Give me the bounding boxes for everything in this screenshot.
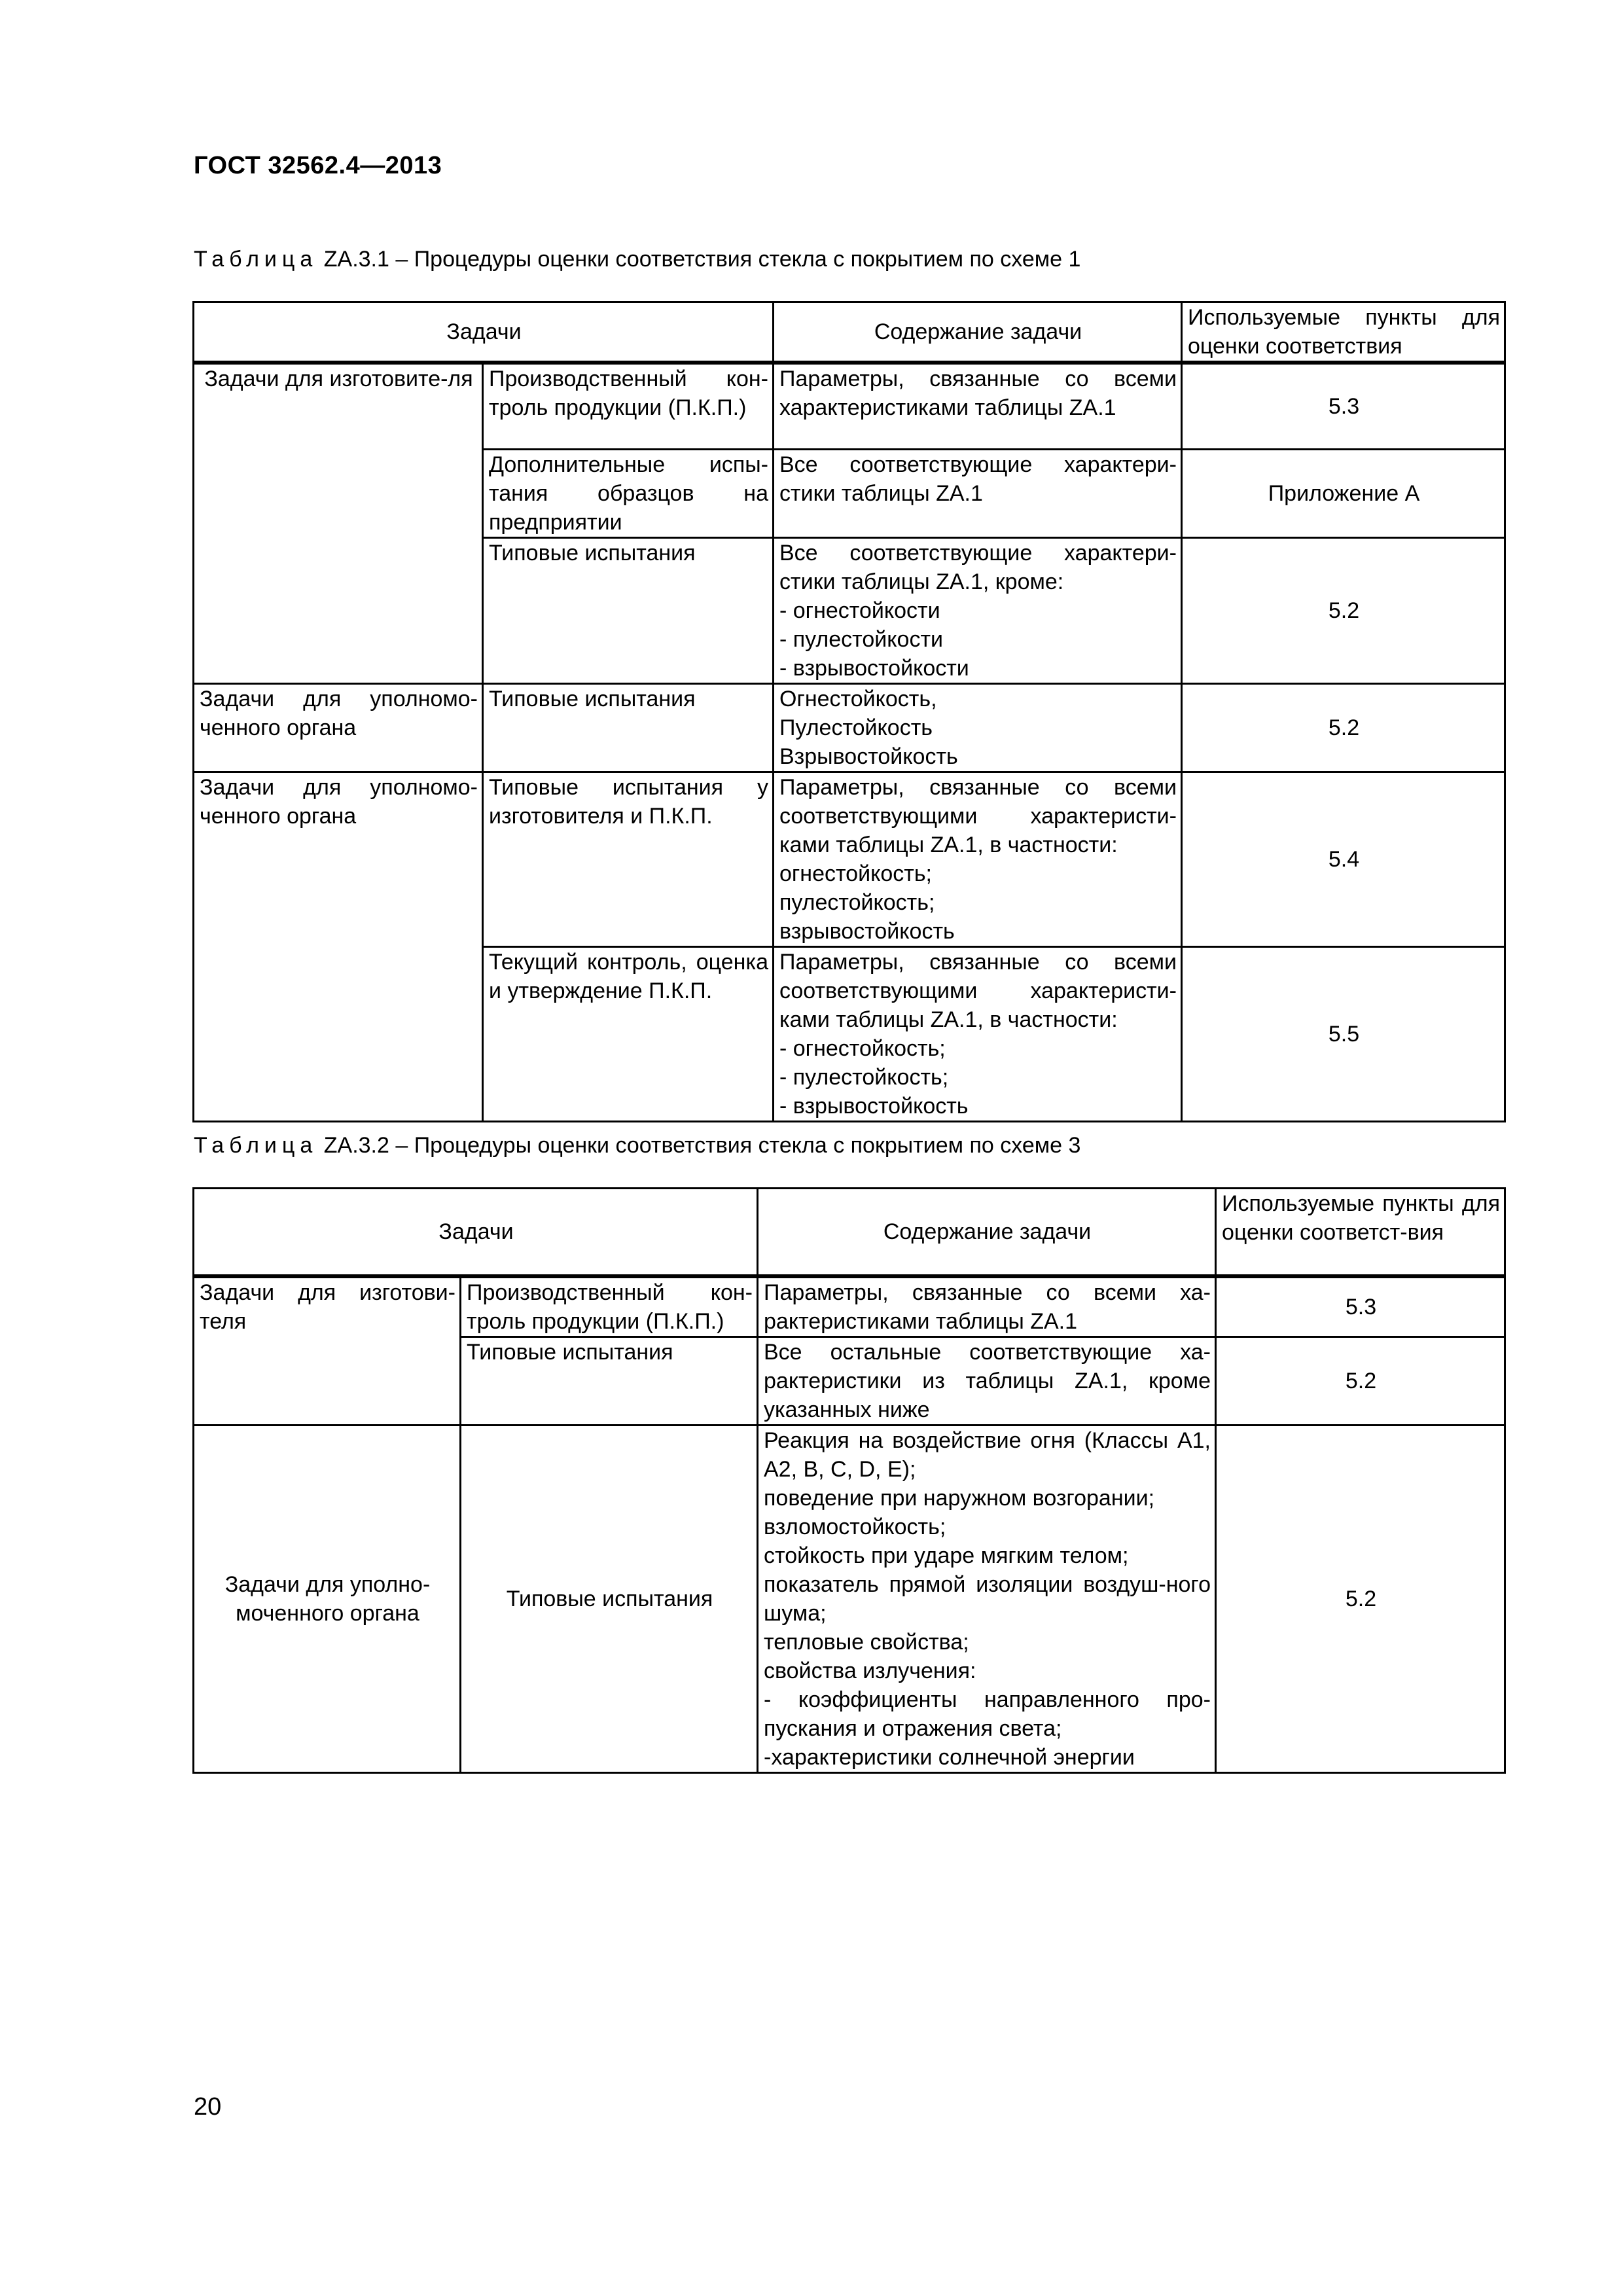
table1-group-label: Задачи для уполномо-ченного органа: [194, 683, 483, 772]
table2: [192, 1187, 1506, 1774]
content-line: огнестойкость;: [779, 861, 932, 886]
content-line: показатель прямой изоляции воздуш-ного шума;: [764, 1571, 1211, 1626]
table2-caption-title: ZA.3.2 – Процедуры оценки соответствия стекла с покрытием по схеме 3: [317, 1133, 1081, 1158]
table1-clause-cell: 5.3: [1182, 363, 1505, 449]
content-line: Огнестойкость,: [779, 686, 937, 711]
table-row: [194, 772, 1505, 946]
content-line: - взрывостойкость: [779, 1093, 969, 1119]
table1-content-cell: [774, 772, 1182, 946]
table2-group-label: Задачи для уполно-моченного органа: [194, 1425, 461, 1772]
table1-clause-cell: Приложение А: [1182, 449, 1505, 537]
table2-content-cell: Все остальные соответствующие ха-рактеристики из таблицы ZA.1, кроме указанных ниже: [758, 1336, 1216, 1425]
content-line: пулестойкость;: [779, 889, 935, 915]
table2-task-cell: Типовые испытания: [461, 1425, 758, 1772]
table2-group-label: Задачи для изготови-теля: [194, 1276, 461, 1426]
content-line: свойства излучения:: [764, 1658, 976, 1683]
content-line: - огнестойкости: [779, 598, 940, 623]
content-line: Все соответствующие характери-стики таблицы ZA.1, кроме:: [779, 540, 1177, 594]
table-row: [194, 683, 1505, 772]
content-line: - пулестойкость;: [779, 1064, 949, 1090]
table2-clause-cell: 5.3: [1216, 1276, 1505, 1337]
content-line: взломостойкость;: [764, 1514, 946, 1539]
document-header: ГОСТ 32562.4—2013: [194, 152, 442, 179]
table2-caption-word: Таблица: [194, 1133, 318, 1158]
table2-task-cell: Типовые испытания: [461, 1336, 758, 1425]
content-line: взрывостойкость: [779, 918, 955, 944]
table-row: [194, 1425, 1505, 1772]
table2-content-cell: [758, 1425, 1216, 1772]
table1-caption-title: ZA.3.1 – Процедуры оценки соответствия стекла с покрытием по схеме 1: [317, 247, 1081, 272]
table1-task-cell: Производственный кон-троль продукции (П.К.П.): [483, 363, 774, 449]
table1-header-tasks: Задачи: [194, 302, 774, 363]
table1-task-cell: Типовые испытания: [483, 683, 774, 772]
table2-clause-cell: 5.2: [1216, 1425, 1505, 1772]
table1-content-cell: Параметры, связанные со всеми характеристиками таблицы ZA.1: [774, 363, 1182, 449]
content-line: Реакция на воздействие огня (Классы A1, A2, B, C, D, E);: [764, 1427, 1211, 1482]
table1-content-cell: [774, 946, 1182, 1121]
table2-header-clauses: Используемые пункты для оценки соответст-вия: [1216, 1189, 1505, 1276]
table1-caption-word: Таблица: [194, 247, 318, 272]
table1-task-cell: Текущий контроль, оценка и утверждение П.К.П.: [483, 946, 774, 1121]
table1-clause-cell: 5.2: [1182, 537, 1505, 683]
table1-header-content: Содержание задачи: [774, 302, 1182, 363]
table-row: [194, 363, 1505, 449]
table2-header-row: [194, 1189, 1505, 1276]
table1-task-cell: Дополнительные испы-тания образцов на предприятии: [483, 449, 774, 537]
table1-task-cell: Типовые испытания у изготовителя и П.К.П.: [483, 772, 774, 946]
table1-content-cell: Все соответствующие характери-стики таблицы ZA.1: [774, 449, 1182, 537]
table1-clause-cell: 5.4: [1182, 772, 1505, 946]
table1-clause-cell: 5.5: [1182, 946, 1505, 1121]
table1-header-clauses: Используемые пункты для оценки соответствия: [1182, 302, 1505, 363]
content-line: Пулестойкость: [779, 715, 933, 740]
content-line: - огнестойкость;: [779, 1035, 946, 1061]
content-line: поведение при наружном возгорании;: [764, 1485, 1155, 1511]
page-number: 20: [194, 2093, 222, 2121]
table1-clause-cell: 5.2: [1182, 683, 1505, 772]
table2-caption: [194, 1132, 1080, 1158]
content-line: Параметры, связанные со всеми соответствующими характеристи-ками таблицы ZA.1, в частности:: [779, 949, 1177, 1032]
table2-header-tasks: Задачи: [194, 1189, 758, 1276]
content-line: -характеристики солнечной энергии: [764, 1744, 1135, 1770]
table1-task-cell: Типовые испытания: [483, 537, 774, 683]
table1-content-cell: [774, 537, 1182, 683]
content-line: Параметры, связанные со всеми соответствующими характеристи-ками таблицы ZA.1, в частности:: [779, 774, 1177, 857]
content-line: тепловые свойства;: [764, 1629, 969, 1655]
table-row: [194, 1276, 1505, 1337]
table2-clause-cell: 5.2: [1216, 1336, 1505, 1425]
table1: [192, 301, 1506, 1122]
table1-content-cell: [774, 683, 1182, 772]
table1-caption: [194, 246, 1080, 272]
content-line: - коэффициенты направленного про-пускания и отражения света;: [764, 1687, 1211, 1741]
content-line: стойкость при ударе мягким телом;: [764, 1543, 1129, 1568]
table1-group-label: Задачи для изготовите-ля: [194, 363, 483, 683]
content-line: Взрывостойкость: [779, 744, 958, 769]
table1-group-label: Задачи для уполномо-ченного органа: [194, 772, 483, 1121]
table2-header-content: Содержание задачи: [758, 1189, 1216, 1276]
content-line: - взрывостойкости: [779, 655, 969, 681]
content-line: - пулестойкости: [779, 626, 944, 652]
table1-header-row: [194, 302, 1505, 363]
table2-task-cell: Производственный кон-троль продукции (П.К.П.): [461, 1276, 758, 1337]
table2-content-cell: Параметры, связанные со всеми ха-рактеристиками таблицы ZA.1: [758, 1276, 1216, 1337]
